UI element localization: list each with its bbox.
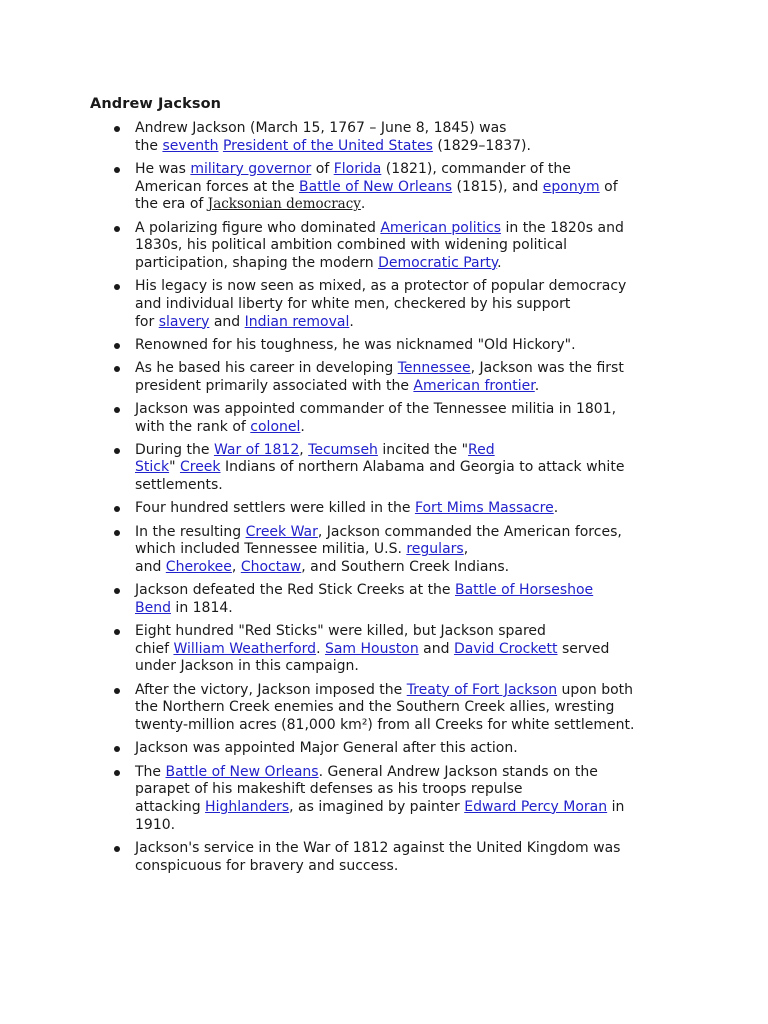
list-item	[90, 582, 690, 617]
text-run: with the rank of	[135, 418, 251, 435]
text-link[interactable]: William Weatherford	[173, 640, 317, 657]
text-run: incited the "	[377, 441, 469, 458]
text-run: under Jackson in this campaign.	[135, 658, 359, 675]
text-link[interactable]: Florida	[333, 160, 382, 177]
text-run: and	[209, 313, 245, 330]
text-link[interactable]: Stick	[135, 459, 170, 476]
text-run: Indians of northern Alabama and Georgia to attack white	[220, 459, 625, 476]
text-link[interactable]: Battle of Horseshoe	[455, 582, 594, 599]
text-link[interactable]: Tecumseh	[308, 441, 378, 458]
text-run: the era of	[135, 196, 208, 213]
text-run: ,	[299, 441, 309, 458]
text-run: A polarizing figure who dominated	[135, 219, 381, 236]
text-run: parapet of his makeshift defenses as his troops repulse	[135, 781, 523, 798]
text-run: "	[169, 459, 180, 476]
list-item	[90, 840, 690, 875]
text-link[interactable]: David Crockett	[453, 640, 558, 657]
text-run: .	[497, 254, 502, 271]
text-run: He was	[135, 160, 191, 177]
text-link[interactable]: Edward Percy Moran	[464, 798, 608, 815]
text-run: chief	[135, 640, 174, 657]
text-link[interactable]: regulars	[406, 541, 464, 558]
list-item	[90, 682, 690, 735]
text-run: attacking	[135, 798, 206, 815]
text-link[interactable]: seventh	[162, 137, 219, 154]
text-link[interactable]: military governor	[190, 160, 312, 177]
text-run: .	[316, 640, 325, 657]
text-run: The	[135, 763, 166, 780]
text-run: (1821), commander of the	[381, 160, 571, 177]
text-link[interactable]: Tennessee	[397, 359, 471, 376]
text-run: .	[534, 377, 540, 394]
text-link[interactable]: President of the United States	[222, 137, 433, 154]
text-run: .	[360, 196, 366, 213]
text-run: participation, shaping the modern	[135, 254, 379, 271]
text-run: Renowned for his toughness, he was nicknamed "Old Hickory".	[135, 336, 576, 353]
text-link[interactable]: Battle of New Orleans	[165, 763, 319, 780]
text-link[interactable]: Creek	[179, 459, 221, 476]
text-run: , as imagined by painter	[289, 798, 465, 815]
list-item	[90, 161, 690, 214]
list-item	[90, 337, 690, 355]
text-link[interactable]: American frontier	[413, 377, 535, 394]
text-link[interactable]: slavery	[158, 313, 210, 330]
list-item	[90, 764, 690, 835]
page-title: Andrew Jackson	[90, 96, 222, 112]
text-run: .	[553, 500, 559, 517]
text-run: the Northern Creek enemies and the Southern Creek allies, wresting	[135, 699, 615, 716]
bullet-list	[90, 120, 690, 881]
text-run: 1830s, his political ambition combined with widening political	[135, 237, 568, 254]
text-run: and individual liberty for white men, checkered by his support	[135, 295, 571, 312]
text-run: Eight hundred "Red Sticks" were killed, but Jackson spared	[135, 623, 546, 640]
text-run: . General Andrew Jackson stands on the	[318, 763, 598, 780]
text-link[interactable]: Creek War	[245, 523, 318, 540]
text-run: in 1814.	[170, 599, 233, 616]
list-item	[90, 220, 690, 273]
text-run: His legacy is now seen as mixed, as a protector of popular democracy	[135, 278, 627, 295]
list-item	[90, 360, 690, 395]
list-item	[90, 524, 690, 577]
text-run: 1910.	[135, 816, 176, 833]
text-run: president primarily associated with the	[135, 377, 414, 394]
text-run: , Jackson commanded the American forces,	[317, 523, 622, 540]
text-run: of	[311, 160, 334, 177]
list-item	[90, 500, 690, 518]
text-link[interactable]: War of 1812	[213, 441, 300, 458]
text-link[interactable]: eponym	[542, 178, 600, 195]
text-link[interactable]: colonel	[250, 418, 301, 435]
text-run: twenty-million acres (81,000 km²) from all Creeks for white settlement.	[135, 717, 635, 734]
list-item	[90, 278, 690, 331]
text-link[interactable]: Democratic Party	[378, 254, 498, 271]
text-run: and	[418, 640, 454, 657]
text-link[interactable]: Treaty of Fort Jackson	[406, 681, 558, 698]
text-run: upon both	[557, 681, 634, 698]
text-run: for	[135, 313, 159, 330]
text-run: After the victory, Jackson imposed the	[135, 681, 407, 698]
inline-term: Jacksonian democracy	[207, 196, 361, 213]
text-run: .	[300, 418, 305, 435]
text-run: Jackson's service in the War of 1812 against the United Kingdom was	[135, 839, 621, 856]
list-item	[90, 442, 690, 495]
text-run: conspicuous for bravery and success.	[135, 857, 399, 874]
text-run: Andrew Jackson (March 15, 1767 – June 8, 1845) was	[135, 120, 507, 136]
text-link[interactable]: American politics	[380, 219, 502, 236]
text-run: Four hundred settlers were killed in the	[135, 500, 415, 517]
text-run: settlements.	[135, 477, 223, 494]
list-item	[90, 120, 690, 155]
text-run: in the 1820s and	[501, 219, 624, 236]
text-run: ,	[231, 558, 241, 575]
list-item	[90, 623, 690, 676]
text-run: (1815), and	[452, 178, 543, 195]
list-item	[90, 401, 690, 436]
text-run: of	[599, 178, 618, 195]
text-run: (1829–1837).	[432, 137, 531, 154]
text-run: and	[135, 558, 166, 575]
text-link[interactable]: Fort Mims Massacre	[414, 500, 554, 517]
text-run: During the	[135, 441, 214, 458]
text-run: As he based his career in developing	[135, 359, 398, 376]
text-run: served	[557, 640, 610, 657]
text-link[interactable]: Sam Houston	[324, 640, 419, 657]
text-run: the	[135, 137, 163, 154]
text-link[interactable]: Bend	[135, 599, 171, 616]
text-link[interactable]: Battle of New Orleans	[299, 178, 453, 195]
text-run: in	[607, 798, 625, 815]
text-run: , and Southern Creek Indians.	[301, 558, 510, 575]
text-run: , Jackson was the first	[470, 359, 624, 376]
text-link[interactable]: Indian removal	[244, 313, 350, 330]
text-link[interactable]: Red	[468, 441, 495, 458]
text-link[interactable]: Highlanders	[205, 798, 290, 815]
text-run: Jackson was appointed Major General after this action.	[135, 740, 518, 757]
text-run: which included Tennessee militia, U.S.	[135, 541, 407, 558]
text-link[interactable]: Cherokee	[165, 558, 232, 575]
list-item	[90, 740, 690, 758]
text-run: ,	[463, 541, 469, 558]
text-run: Jackson defeated the Red Stick Creeks at the	[135, 582, 455, 599]
text-run: American forces at the	[135, 178, 300, 195]
text-run: .	[349, 313, 354, 330]
text-run: In the resulting	[135, 523, 246, 540]
text-run: Jackson was appointed commander of the Tennessee militia in 1801,	[135, 400, 617, 417]
text-link[interactable]: Choctaw	[240, 558, 302, 575]
